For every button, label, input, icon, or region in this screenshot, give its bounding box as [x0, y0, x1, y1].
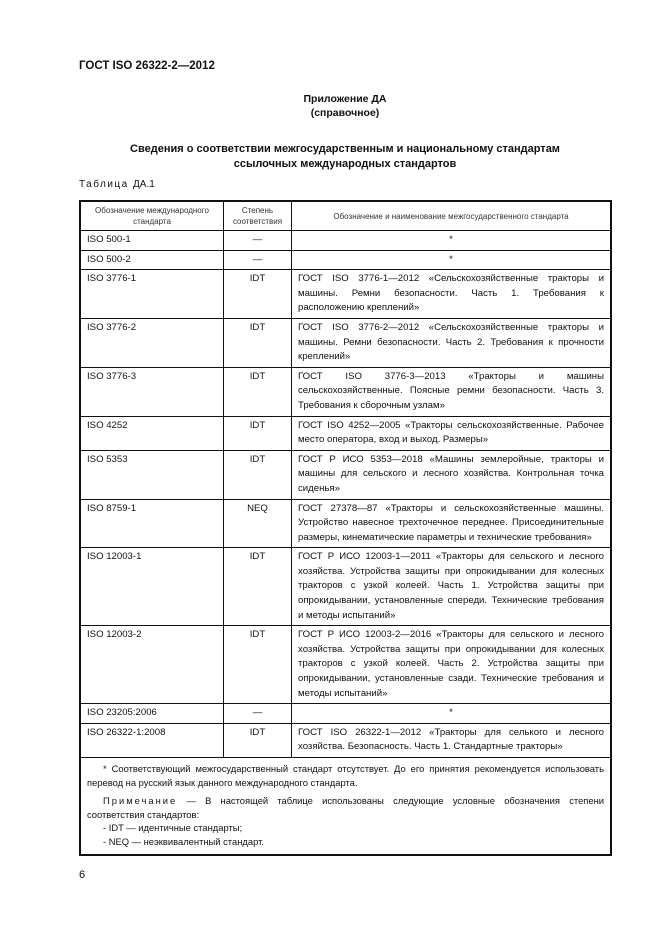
degree-cell: IDT	[224, 450, 292, 499]
national-standard-cell: ГОСТ ISO 3776-3—2013 «Тракторы и машины сельскохозяйственные. Поясные ремни безопасности. Часть 3. Требования к сборочным узлам»	[292, 367, 612, 416]
table-row	[80, 704, 611, 724]
intl-standard-cell: ISO 5353	[80, 450, 224, 499]
standards-table	[79, 200, 612, 856]
intl-standard-cell: ISO 3776-1	[80, 270, 224, 319]
national-standard-cell: *	[292, 231, 612, 251]
note-label: Примечание	[103, 795, 178, 806]
degree-cell: IDT	[224, 270, 292, 319]
footnote: * Соответствующий межгосударственный стандарт отсутствует. До его принятия рекомендуется использовать перевод на русский язык данного международного стандарта.	[87, 763, 604, 788]
table-row	[80, 548, 611, 626]
degree-cell: —	[224, 704, 292, 724]
degree-cell: IDT	[224, 723, 292, 757]
heading-line-1: Сведения о соответствии межгосударственным и национальному стандартам	[130, 143, 560, 155]
intl-standard-cell: ISO 23205:2006	[80, 704, 224, 724]
annex-type: (справочное)	[310, 107, 380, 119]
table-row	[80, 250, 611, 270]
page-number: 6	[79, 869, 86, 881]
degree-cell: IDT	[224, 416, 292, 450]
note-item-idt: - IDT — идентичные стандарты;	[103, 822, 243, 833]
intl-standard-cell: ISO 26322-1:2008	[80, 723, 224, 757]
heading-line-2: ссылочных международных стандартов	[233, 158, 457, 170]
national-standard-cell: ГОСТ 27378—87 «Тракторы и сельскохозяйственные машины. Устройство навесное трехточечное переднее. Присоединительные размеры, кинематические параметры и технические требования»	[292, 499, 612, 548]
national-standard-cell: ГОСТ ISO 3776-1—2012 «Сельскохозяйственные тракторы и машины. Ремни безопасности. Часть 1. Требования к расположению креплений»	[292, 270, 612, 319]
intl-standard-cell: ISO 8759-1	[80, 499, 224, 548]
note	[87, 794, 604, 821]
intl-standard-cell: ISO 12003-1	[80, 548, 224, 626]
header-intl: Обозначение международного стандарта	[80, 201, 224, 231]
table-row	[80, 270, 611, 319]
table-row	[80, 626, 611, 704]
national-standard-cell: ГОСТ ISO 26322-1—2012 «Тракторы для селького и лесного хозяйства. Безопасность. Часть 1. Стандартные тракторы»	[292, 723, 612, 757]
national-standard-cell: *	[292, 250, 612, 270]
degree-cell: IDT	[224, 548, 292, 626]
header-degree: Степень соответствия	[224, 201, 292, 231]
annex-name: Приложение ДА	[303, 93, 387, 105]
table-header-row	[80, 201, 611, 231]
national-standard-cell: ГОСТ ISO 4252—2005 «Тракторы сельскохозяйственные. Рабочее место оператора, вход и выход. Размеры»	[292, 416, 612, 450]
table-row	[80, 723, 611, 757]
intl-standard-cell: ISO 500-2	[80, 250, 224, 270]
national-standard-cell: ГОСТ Р ИСО 12003-2—2016 «Тракторы для сельского и лесного хозяйства. Устройства защиты при опрокидывании для колесных тракторов с узкой колеей. Часть 2. Устройства защиты при опрокидывании, установленные сзади. Технические требования и методы испытаний»	[292, 626, 612, 704]
degree-cell: IDT	[224, 367, 292, 416]
degree-cell: IDT	[224, 318, 292, 367]
table-notes	[80, 758, 611, 856]
intl-standard-cell: ISO 3776-3	[80, 367, 224, 416]
intl-standard-cell: ISO 500-1	[80, 231, 224, 251]
national-standard-cell: ГОСТ Р ИСО 5353—2018 «Машины землеройные, тракторы и машины для сельского и лесного хозяйства. Контрольная точка сиденья»	[292, 450, 612, 499]
note-text: — В настоящей таблице использованы следующие условные обозначения степени соответствия стандартов:	[87, 795, 604, 820]
annex-title	[79, 92, 611, 120]
table-row	[80, 231, 611, 251]
table-footer-row	[80, 758, 611, 856]
table-row	[80, 367, 611, 416]
national-standard-cell: ГОСТ Р ИСО 12003-1—2011 «Тракторы для сельского и лесного хозяйства. Устройства защиты при опрокидывании для колесных тракторов с узкой колеей. Часть 1. Устройства защиты при опрокидывании, установленные спереди. Технические требования и методы испытаний»	[292, 548, 612, 626]
table-row	[80, 318, 611, 367]
table-row	[80, 450, 611, 499]
degree-cell: —	[224, 231, 292, 251]
table-caption-word: Таблица	[79, 179, 129, 190]
table-caption-number: ДА.1	[133, 179, 155, 190]
national-standard-cell: ГОСТ ISO 3776-2—2012 «Сельскохозяйственные тракторы и машины. Ремни безопасности. Часть 2. Требования к прочности креплений»	[292, 318, 612, 367]
intl-standard-cell: ISO 3776-2	[80, 318, 224, 367]
table-caption	[79, 179, 155, 190]
national-standard-cell: *	[292, 704, 612, 724]
intl-standard-cell: ISO 4252	[80, 416, 224, 450]
degree-cell: IDT	[224, 626, 292, 704]
section-heading	[79, 142, 611, 172]
degree-cell: —	[224, 250, 292, 270]
intl-standard-cell: ISO 12003-2	[80, 626, 224, 704]
document-id: ГОСТ ISO 26322-2—2012	[79, 60, 215, 72]
degree-cell: NEQ	[224, 499, 292, 548]
table-row	[80, 499, 611, 548]
note-item-neq: - NEQ — неэквивалентный стандарт.	[103, 835, 264, 847]
header-national: Обозначение и наименование межгосударственного стандарта	[292, 201, 612, 231]
table-row	[80, 416, 611, 450]
